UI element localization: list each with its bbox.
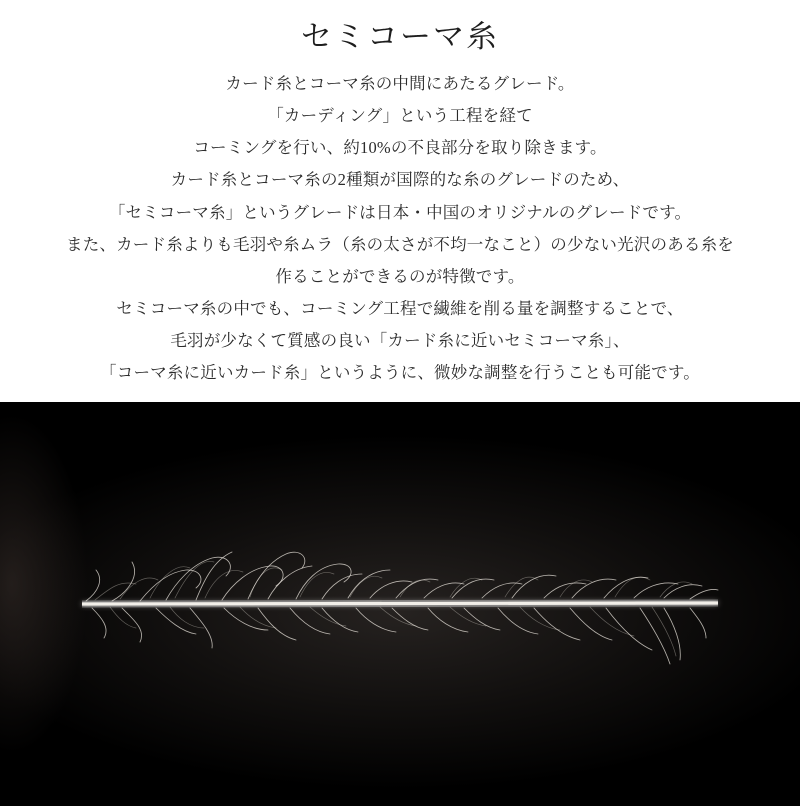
description-line: セミコーマ糸の中でも、コーミング工程で繊維を削る量を調整することで、 <box>116 299 684 319</box>
description-line: 「カーディング」という工程を経て <box>267 106 533 126</box>
description-line: カード糸とコーマ糸の中間にあたるグレード。 <box>225 73 575 93</box>
text-section <box>0 0 800 402</box>
yarn-fuzz-lower <box>92 608 706 664</box>
description-line: 毛羽が少なくて質感の良い「カード糸に近いセミコーマ糸」、 <box>170 331 630 351</box>
yarn-illustration <box>0 402 800 806</box>
page-title: セミコーマ糸 <box>301 19 499 54</box>
yarn-photo <box>0 402 800 806</box>
description-line: コーミングを行い、約10%の不良部分を取り除きます。 <box>193 138 607 158</box>
yarn-fuzz-faint <box>95 561 692 600</box>
description-line: カード糸とコーマ糸の2種類が国際的な糸のグレードのため、 <box>170 170 630 190</box>
description-paragraph <box>18 68 782 390</box>
description-line: 「セミコーマ糸」というグレードは日本・中国のオリジナルのグレードです。 <box>108 202 692 222</box>
description-line: 「コーマ糸に近いカード糸」というように、微妙な調整を行うことも可能です。 <box>100 363 700 383</box>
yarn-core-line <box>82 603 718 604</box>
description-line: また、カード糸よりも毛羽や糸ムラ（糸の太さが不均一なこと）の少ない光沢のある糸を <box>66 234 734 254</box>
description-line: 作ることができるのが特徴です。 <box>275 266 525 286</box>
